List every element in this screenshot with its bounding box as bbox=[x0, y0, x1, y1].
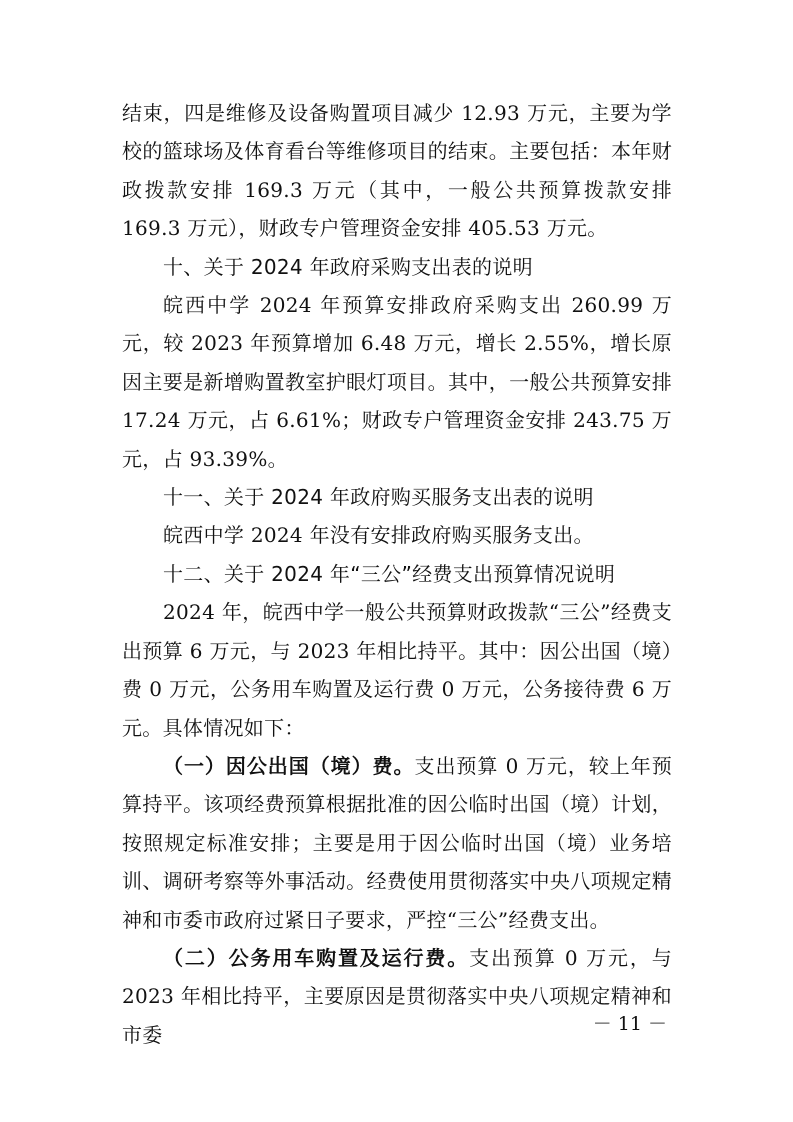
heading-text: 十二、关于 2024 年“三公”经费支出预算情况说明 bbox=[163, 561, 616, 586]
section-heading-service-purchase bbox=[122, 478, 672, 516]
paragraph-overseas-expenses bbox=[122, 747, 672, 939]
paragraph-service-purchase bbox=[122, 516, 672, 554]
paragraph-text: 皖西中学 2024 年预算安排政府采购支出 260.99 万元，较 2023 年预算增加 6.48 万元，增长 2.55%，增长原因主要是新增购置教室护眼灯项目。其中，一般公共预算安排 17.24 万元，占 6.61%；财政专户管理资金安排 243.75 万元，占 93.39%。 bbox=[122, 293, 672, 471]
paragraph-text: 支出预算 0 万元，较上年预算持平。该项经费预算根据批准的因公临时出国（境）计划，按照规定标准安排；主要是用于因公临时出国（境）业务培训、调研考察等外事活动。经费使用贯彻落实中央八项规定精神和市委市政府过紧日子要求，严控“三公”经费支出。 bbox=[122, 753, 672, 932]
paragraph-text: 结束，四是维修及设备购置项目减少 12.93 万元，主要为学校的篮球场及体育看台等维修项目的结束。主要包括：本年财政拨款安排 169.3 万元（其中，一般公共预算拨款安排 169.3 万元），财政专户管理资金安排 405.53 万元。 bbox=[122, 101, 672, 241]
paragraph-text: 支出预算 0 万元，与 2023 年相比持平，主要原因是贯彻落实中央八项规定精神和市委 bbox=[122, 945, 673, 1047]
paragraph-text: 2024 年，皖西中学一般公共预算财政拨款“三公”经费支出预算 6 万元，与 2023 年相比持平。其中：因公出国（境）费 0 万元，公务用车购置及运行费 0 万元，公务接待费 6 万元。具体情况如下： bbox=[122, 600, 672, 740]
paragraph-procurement bbox=[122, 286, 672, 478]
paragraph-three-public-expenses bbox=[122, 593, 672, 747]
paragraph-text: 皖西中学 2024 年没有安排政府购买服务支出。 bbox=[163, 523, 594, 548]
section-heading-procurement bbox=[122, 248, 672, 286]
paragraph-summary-continued bbox=[122, 94, 672, 248]
bold-lead: （二）公务用车购置及运行费。 bbox=[163, 945, 470, 970]
page-number: － 11 － bbox=[592, 1013, 667, 1035]
section-heading-three-public-expenses bbox=[122, 555, 672, 593]
page-body bbox=[122, 94, 672, 1054]
paragraph-vehicle-expenses bbox=[122, 939, 672, 1054]
heading-text: 十一、关于 2024 年政府购买服务支出表的说明 bbox=[163, 485, 594, 510]
heading-text: 十、关于 2024 年政府采购支出表的说明 bbox=[163, 254, 533, 279]
bold-lead: （一）因公出国（境）费。 bbox=[163, 753, 415, 778]
